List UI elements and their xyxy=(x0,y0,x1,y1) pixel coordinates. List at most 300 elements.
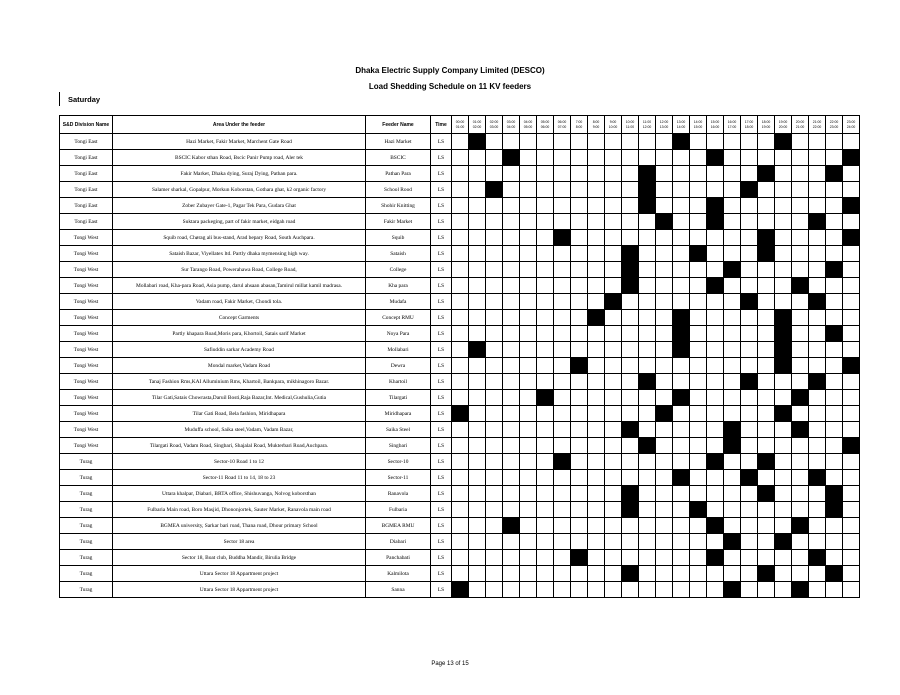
shed-slot-empty xyxy=(571,534,588,550)
time-slot-header xyxy=(605,116,622,134)
shed-slot-empty xyxy=(809,422,826,438)
day-marker xyxy=(59,92,60,106)
shed-slot-empty xyxy=(707,486,724,502)
shed-slot-filled xyxy=(656,406,673,422)
feeder-cell: Concept RMU xyxy=(366,310,431,326)
shed-slot-empty xyxy=(639,342,656,358)
shed-slot-filled xyxy=(775,326,792,342)
shed-slot-empty xyxy=(452,534,469,550)
shed-slot-empty xyxy=(843,342,860,358)
time-slot-header xyxy=(520,116,537,134)
shed-slot-empty xyxy=(656,150,673,166)
shed-slot-empty xyxy=(605,438,622,454)
shed-slot-empty xyxy=(588,486,605,502)
shed-slot-empty xyxy=(605,262,622,278)
table-row xyxy=(60,246,860,262)
shed-slot-empty xyxy=(520,534,537,550)
slot-end: 01:00 xyxy=(455,124,465,129)
time-cell: LS xyxy=(431,534,452,550)
shed-slot-empty xyxy=(775,438,792,454)
shed-slot-empty xyxy=(452,358,469,374)
shed-slot-empty xyxy=(452,214,469,230)
shed-slot-empty xyxy=(792,502,809,518)
shed-slot-empty xyxy=(690,534,707,550)
shed-slot-empty xyxy=(537,406,554,422)
shed-slot-empty xyxy=(605,342,622,358)
shed-slot-empty xyxy=(826,214,843,230)
shed-slot-empty xyxy=(809,150,826,166)
shed-slot-empty xyxy=(554,326,571,342)
time-cell: LS xyxy=(431,150,452,166)
shed-slot-filled xyxy=(486,182,503,198)
shed-slot-empty xyxy=(537,230,554,246)
shed-slot-empty xyxy=(469,182,486,198)
shed-slot-empty xyxy=(707,246,724,262)
shed-slot-empty xyxy=(809,502,826,518)
shed-slot-empty xyxy=(741,214,758,230)
shed-slot-empty xyxy=(707,502,724,518)
shed-slot-empty xyxy=(486,230,503,246)
table-row xyxy=(60,198,860,214)
shed-slot-empty xyxy=(486,566,503,582)
shed-slot-empty xyxy=(826,134,843,150)
shed-slot-empty xyxy=(537,182,554,198)
shed-slot-filled xyxy=(622,246,639,262)
shed-slot-empty xyxy=(469,246,486,262)
shed-slot-empty xyxy=(605,486,622,502)
shed-slot-empty xyxy=(707,134,724,150)
shed-slot-empty xyxy=(792,406,809,422)
shed-slot-empty xyxy=(707,534,724,550)
shed-slot-empty xyxy=(673,294,690,310)
shed-slot-empty xyxy=(486,310,503,326)
slot-end: 23:00 xyxy=(829,124,839,129)
shed-slot-empty xyxy=(639,214,656,230)
shed-slot-empty xyxy=(758,550,775,566)
shed-slot-filled xyxy=(843,438,860,454)
shed-slot-empty xyxy=(690,374,707,390)
shed-slot-empty xyxy=(571,342,588,358)
shed-slot-empty xyxy=(843,310,860,326)
table-row xyxy=(60,150,860,166)
shed-slot-empty xyxy=(775,566,792,582)
shed-slot-empty xyxy=(639,358,656,374)
shed-slot-empty xyxy=(520,374,537,390)
shed-slot-empty xyxy=(673,422,690,438)
shed-slot-empty xyxy=(486,582,503,598)
shed-slot-empty xyxy=(622,326,639,342)
shed-slot-empty xyxy=(520,294,537,310)
shed-slot-empty xyxy=(469,486,486,502)
time-cell: LS xyxy=(431,438,452,454)
shed-slot-empty xyxy=(792,550,809,566)
time-cell: LS xyxy=(431,246,452,262)
table-row xyxy=(60,326,860,342)
shed-slot-empty xyxy=(588,358,605,374)
time-slot-header xyxy=(503,116,520,134)
shed-slot-empty xyxy=(775,518,792,534)
shed-slot-filled xyxy=(724,262,741,278)
table-row xyxy=(60,262,860,278)
shed-slot-empty xyxy=(809,166,826,182)
shed-slot-empty xyxy=(690,422,707,438)
shed-slot-empty xyxy=(554,566,571,582)
shed-slot-empty xyxy=(639,294,656,310)
slot-end: 02:00 xyxy=(472,124,482,129)
shed-slot-empty xyxy=(707,230,724,246)
shed-slot-empty xyxy=(605,502,622,518)
shed-slot-empty xyxy=(571,310,588,326)
feeder-cell: Saika Steel xyxy=(366,422,431,438)
shed-slot-empty xyxy=(469,262,486,278)
shed-slot-empty xyxy=(724,390,741,406)
shed-slot-empty xyxy=(554,502,571,518)
shed-slot-empty xyxy=(537,134,554,150)
shed-slot-empty xyxy=(673,566,690,582)
shed-slot-empty xyxy=(537,150,554,166)
shed-slot-empty xyxy=(826,582,843,598)
slot-end: 18:00 xyxy=(744,124,754,129)
shed-slot-filled xyxy=(809,294,826,310)
shed-slot-empty xyxy=(809,486,826,502)
shed-slot-empty xyxy=(520,566,537,582)
slot-end: 07:00 xyxy=(557,124,567,129)
shed-slot-filled xyxy=(707,454,724,470)
shed-slot-empty xyxy=(537,326,554,342)
shed-slot-empty xyxy=(469,438,486,454)
time-cell: LS xyxy=(431,182,452,198)
shed-slot-empty xyxy=(622,342,639,358)
shed-slot-empty xyxy=(622,198,639,214)
shed-slot-empty xyxy=(486,406,503,422)
shed-slot-empty xyxy=(452,470,469,486)
shed-slot-filled xyxy=(639,166,656,182)
shed-slot-empty xyxy=(469,534,486,550)
shed-slot-empty xyxy=(724,358,741,374)
feeder-cell: Dewra xyxy=(366,358,431,374)
shed-slot-empty xyxy=(843,182,860,198)
shed-slot-empty xyxy=(469,198,486,214)
division-cell: Tongi West xyxy=(60,310,113,326)
shed-slot-empty xyxy=(554,518,571,534)
shed-slot-empty xyxy=(469,566,486,582)
shed-slot-empty xyxy=(656,246,673,262)
shed-slot-filled xyxy=(792,422,809,438)
shed-slot-empty xyxy=(656,502,673,518)
shed-slot-empty xyxy=(673,438,690,454)
shed-slot-empty xyxy=(469,374,486,390)
shed-slot-empty xyxy=(452,486,469,502)
shed-slot-empty xyxy=(452,454,469,470)
shed-slot-empty xyxy=(792,534,809,550)
shed-slot-empty xyxy=(571,406,588,422)
shed-slot-empty xyxy=(605,358,622,374)
shed-slot-empty xyxy=(503,262,520,278)
division-cell: Tongi West xyxy=(60,406,113,422)
shed-slot-empty xyxy=(724,230,741,246)
shed-slot-empty xyxy=(741,326,758,342)
shed-slot-empty xyxy=(690,582,707,598)
slot-start: 11:00 xyxy=(642,120,652,124)
shed-slot-filled xyxy=(775,310,792,326)
shed-slot-empty xyxy=(452,198,469,214)
time-cell: LS xyxy=(431,550,452,566)
shed-slot-empty xyxy=(452,278,469,294)
shed-slot-empty xyxy=(809,342,826,358)
slot-end: 12:00 xyxy=(642,124,652,129)
time-slot-header xyxy=(537,116,554,134)
division-cell: Turag xyxy=(60,518,113,534)
slot-end: 21:00 xyxy=(795,124,805,129)
shed-slot-empty xyxy=(554,534,571,550)
shed-slot-empty xyxy=(673,166,690,182)
shed-slot-filled xyxy=(673,342,690,358)
shed-slot-filled xyxy=(571,358,588,374)
shed-slot-empty xyxy=(469,294,486,310)
shed-slot-empty xyxy=(537,310,554,326)
shed-slot-empty xyxy=(503,294,520,310)
slot-start: 19:00 xyxy=(778,120,788,124)
shed-slot-empty xyxy=(758,278,775,294)
shed-slot-empty xyxy=(503,534,520,550)
shed-slot-filled xyxy=(639,438,656,454)
shed-slot-empty xyxy=(639,310,656,326)
feeder-cell: Hazi Market xyxy=(366,134,431,150)
shed-slot-empty xyxy=(571,198,588,214)
shed-slot-empty xyxy=(690,358,707,374)
time-slot-header xyxy=(690,116,707,134)
shed-slot-empty xyxy=(520,214,537,230)
shed-slot-empty xyxy=(588,454,605,470)
time-slot-header xyxy=(622,116,639,134)
shed-slot-empty xyxy=(673,486,690,502)
slot-start: 7:00 xyxy=(575,120,583,124)
shed-slot-empty xyxy=(758,502,775,518)
shed-slot-empty xyxy=(707,342,724,358)
shed-slot-empty xyxy=(758,374,775,390)
shed-slot-empty xyxy=(605,278,622,294)
shed-slot-empty xyxy=(724,134,741,150)
shed-slot-filled xyxy=(792,518,809,534)
shed-slot-empty xyxy=(605,582,622,598)
slot-end: 17:00 xyxy=(727,124,737,129)
shed-slot-empty xyxy=(724,214,741,230)
shed-slot-empty xyxy=(486,150,503,166)
shed-slot-empty xyxy=(520,342,537,358)
shed-slot-filled xyxy=(809,214,826,230)
shed-slot-empty xyxy=(588,342,605,358)
shed-slot-empty xyxy=(605,390,622,406)
shed-slot-empty xyxy=(469,358,486,374)
shed-slot-empty xyxy=(537,534,554,550)
shed-slot-empty xyxy=(571,374,588,390)
shed-slot-empty xyxy=(503,582,520,598)
shed-slot-empty xyxy=(520,246,537,262)
shed-slot-filled xyxy=(707,214,724,230)
shed-slot-empty xyxy=(605,518,622,534)
shed-slot-empty xyxy=(520,134,537,150)
shed-slot-empty xyxy=(792,230,809,246)
time-slot-header xyxy=(452,116,469,134)
shed-slot-empty xyxy=(775,374,792,390)
shed-slot-empty xyxy=(537,278,554,294)
slot-start: 02:00 xyxy=(489,120,499,124)
shed-slot-empty xyxy=(826,182,843,198)
day-label: Saturday xyxy=(68,95,101,104)
shed-slot-empty xyxy=(486,518,503,534)
shed-slot-empty xyxy=(673,374,690,390)
table-row xyxy=(60,486,860,502)
shed-slot-empty xyxy=(452,502,469,518)
slot-start: 01:00 xyxy=(472,120,482,124)
shed-slot-empty xyxy=(554,358,571,374)
shed-slot-empty xyxy=(792,486,809,502)
shed-slot-empty xyxy=(537,438,554,454)
shed-slot-empty xyxy=(809,278,826,294)
shed-slot-empty xyxy=(469,518,486,534)
slot-start: 20:00 xyxy=(795,120,805,124)
shed-slot-empty xyxy=(826,310,843,326)
shed-slot-empty xyxy=(656,358,673,374)
shed-slot-empty xyxy=(690,294,707,310)
feeder-cell: Diabari xyxy=(366,534,431,550)
shed-slot-empty xyxy=(656,566,673,582)
shed-slot-empty xyxy=(639,390,656,406)
shed-slot-empty xyxy=(724,326,741,342)
shed-slot-empty xyxy=(775,582,792,598)
shed-slot-filled xyxy=(826,166,843,182)
shed-slot-empty xyxy=(554,246,571,262)
shed-slot-empty xyxy=(656,582,673,598)
shed-slot-empty xyxy=(452,438,469,454)
shed-slot-empty xyxy=(605,470,622,486)
shed-slot-filled xyxy=(843,150,860,166)
shed-slot-empty xyxy=(758,582,775,598)
shed-slot-empty xyxy=(622,390,639,406)
shed-slot-empty xyxy=(622,534,639,550)
time-slot-header xyxy=(826,116,843,134)
shed-slot-empty xyxy=(775,198,792,214)
slot-start: 16:00 xyxy=(727,120,737,124)
shed-slot-empty xyxy=(809,198,826,214)
shed-slot-empty xyxy=(809,406,826,422)
slot-start: 10:00 xyxy=(625,120,635,124)
shed-slot-empty xyxy=(639,486,656,502)
shed-slot-empty xyxy=(656,262,673,278)
shed-slot-filled xyxy=(673,134,690,150)
shed-slot-empty xyxy=(605,166,622,182)
shed-slot-empty xyxy=(554,150,571,166)
shed-slot-empty xyxy=(843,134,860,150)
time-cell: LS xyxy=(431,358,452,374)
shed-slot-empty xyxy=(639,134,656,150)
shed-slot-empty xyxy=(673,214,690,230)
shed-slot-empty xyxy=(469,390,486,406)
shed-slot-filled xyxy=(673,326,690,342)
division-cell: Tongi West xyxy=(60,342,113,358)
shed-slot-empty xyxy=(843,582,860,598)
shed-slot-empty xyxy=(622,406,639,422)
shed-slot-empty xyxy=(486,358,503,374)
shed-slot-empty xyxy=(741,502,758,518)
time-slot-header xyxy=(724,116,741,134)
area-cell: Fakir Market, Dhaka dying, Suraj Dying, Pathan para. xyxy=(113,166,366,182)
area-cell: Tilar Gati,Satais Chowrasta,Daruil Bosti,Raja Bazar,Int. Medical,Gushulia,Gutia xyxy=(113,390,366,406)
area-cell: Concept Garments xyxy=(113,310,366,326)
shed-slot-empty xyxy=(826,534,843,550)
shed-slot-empty xyxy=(724,310,741,326)
shed-slot-filled xyxy=(622,422,639,438)
shed-slot-empty xyxy=(537,550,554,566)
shed-slot-empty xyxy=(741,390,758,406)
division-cell: Turag xyxy=(60,566,113,582)
shed-slot-filled xyxy=(792,582,809,598)
shed-slot-empty xyxy=(826,150,843,166)
shed-slot-empty xyxy=(775,214,792,230)
shed-slot-filled xyxy=(707,198,724,214)
shed-slot-empty xyxy=(741,150,758,166)
division-header: S&D Division Name xyxy=(60,116,113,134)
shed-slot-filled xyxy=(724,438,741,454)
shed-slot-empty xyxy=(809,358,826,374)
shed-slot-empty xyxy=(656,166,673,182)
shed-slot-empty xyxy=(486,198,503,214)
shed-slot-empty xyxy=(520,150,537,166)
feeder-cell: Fulbaria xyxy=(366,502,431,518)
shed-slot-empty xyxy=(775,246,792,262)
shed-slot-empty xyxy=(843,246,860,262)
shed-slot-empty xyxy=(452,166,469,182)
time-cell: LS xyxy=(431,422,452,438)
division-cell: Turag xyxy=(60,534,113,550)
shed-slot-empty xyxy=(537,246,554,262)
shed-slot-empty xyxy=(656,310,673,326)
shed-slot-empty xyxy=(503,550,520,566)
shed-slot-empty xyxy=(707,358,724,374)
shed-slot-empty xyxy=(622,438,639,454)
table-row xyxy=(60,134,860,150)
shed-slot-empty xyxy=(486,166,503,182)
shed-slot-empty xyxy=(520,470,537,486)
shed-slot-empty xyxy=(792,214,809,230)
division-cell: Tongi East xyxy=(60,134,113,150)
shed-slot-empty xyxy=(605,246,622,262)
shed-slot-empty xyxy=(758,470,775,486)
division-cell: Turag xyxy=(60,470,113,486)
shed-slot-empty xyxy=(486,342,503,358)
area-cell: Sector-11 Road 11 to 14, 18 to 23 xyxy=(113,470,366,486)
shed-slot-empty xyxy=(741,438,758,454)
shed-slot-empty xyxy=(469,278,486,294)
shed-slot-empty xyxy=(843,534,860,550)
table-row xyxy=(60,502,860,518)
shed-slot-empty xyxy=(554,182,571,198)
area-cell: Tanaj Fashion Rms,KAI Alluminium Rms, Khartoil, Bankpara, mikhinagoro Bazar. xyxy=(113,374,366,390)
shed-slot-empty xyxy=(656,198,673,214)
shed-slot-empty xyxy=(690,230,707,246)
shed-slot-empty xyxy=(826,246,843,262)
shed-slot-empty xyxy=(486,470,503,486)
shed-slot-empty xyxy=(605,454,622,470)
shed-slot-empty xyxy=(503,406,520,422)
shed-slot-filled xyxy=(554,454,571,470)
shed-slot-filled xyxy=(656,214,673,230)
shed-slot-empty xyxy=(792,470,809,486)
shed-slot-empty xyxy=(469,454,486,470)
slot-start: 23:00 xyxy=(846,120,856,124)
slot-end: 03:00 xyxy=(489,124,499,129)
shed-slot-empty xyxy=(486,374,503,390)
